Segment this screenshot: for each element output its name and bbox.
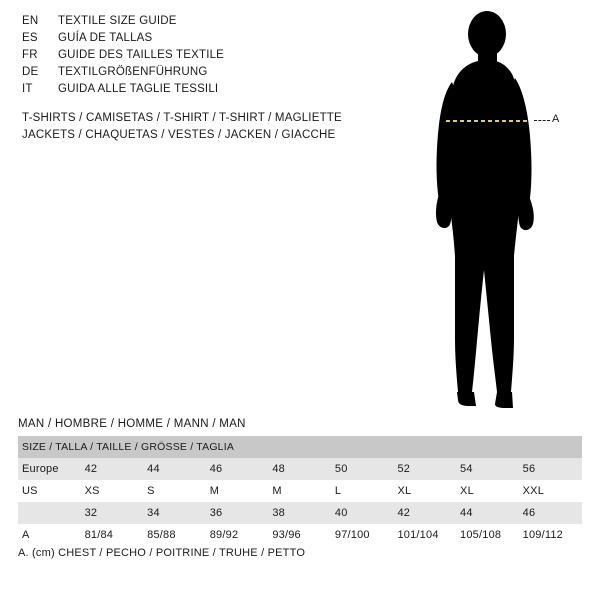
cell-value: 34 [143, 502, 206, 524]
cell-value: 97/100 [331, 524, 394, 546]
table-row [18, 502, 582, 524]
table-row [18, 480, 582, 502]
table-header-row [18, 436, 582, 458]
row-label: Europe [18, 458, 81, 480]
legend-code: FR [22, 49, 38, 61]
cell-value: 109/112 [519, 524, 582, 546]
language-legend [22, 15, 402, 100]
cell-value: 44 [456, 502, 519, 524]
cell-value: L [331, 480, 394, 502]
cell-value: 36 [206, 502, 269, 524]
cell-value: 40 [331, 502, 394, 524]
footnote: A. (cm) CHEST / PECHO / POITRINE / TRUHE / PETTO [18, 547, 306, 559]
cell-value: 101/104 [393, 524, 456, 546]
legend-row [22, 49, 402, 66]
cell-value: 85/88 [143, 524, 206, 546]
cell-value: 52 [393, 458, 456, 480]
cell-value: 44 [143, 458, 206, 480]
garment-line-tshirts: T-SHIRTS / CAMISETAS / T-SHIRT / T-SHIRT / MAGLIETTE [22, 112, 342, 124]
male-silhouette-icon [400, 8, 600, 408]
cell-value: 42 [81, 458, 144, 480]
row-label: A [18, 524, 81, 546]
measurement-dash-line [534, 120, 550, 121]
legend-code: DE [22, 66, 39, 78]
cell-value: 50 [331, 458, 394, 480]
cell-value: XXL [519, 480, 582, 502]
garment-types [22, 110, 342, 144]
cell-value: XL [456, 480, 519, 502]
garment-line-jackets: JACKETS / CHAQUETAS / VESTES / JACKEN / GIACCHE [22, 129, 336, 141]
cell-value: 46 [206, 458, 269, 480]
cell-value: 56 [519, 458, 582, 480]
cell-value: M [268, 480, 331, 502]
cell-value: 46 [519, 502, 582, 524]
cell-value: 93/96 [268, 524, 331, 546]
table-title: MAN / HOMBRE / HOMME / MANN / MAN [18, 418, 246, 430]
table-row [18, 458, 582, 480]
legend-text: TEXTILE SIZE GUIDE [58, 15, 177, 27]
cell-value: M [206, 480, 269, 502]
cell-value: XL [393, 480, 456, 502]
cell-value: 89/92 [206, 524, 269, 546]
row-label [18, 502, 81, 524]
table-header-label: SIZE / TALLA / TAILLE / GRÖSSE / TAGLIA [18, 436, 582, 458]
legend-code: ES [22, 32, 38, 44]
cell-value: 42 [393, 502, 456, 524]
legend-code: IT [22, 83, 33, 95]
legend-code: EN [22, 15, 39, 27]
measurement-marker-label: A [552, 113, 560, 125]
legend-text: TEXTILGRÖßENFÜHRUNG [58, 66, 208, 78]
cell-value: 105/108 [456, 524, 519, 546]
cell-value: 54 [456, 458, 519, 480]
male-figure-illustration [400, 8, 600, 408]
legend-text: GUIDA ALLE TAGLIE TESSILI [58, 83, 219, 95]
row-label: US [18, 480, 81, 502]
cell-value: 48 [268, 458, 331, 480]
cell-value: 38 [268, 502, 331, 524]
table-row [18, 524, 582, 546]
cell-value: 81/84 [81, 524, 144, 546]
cell-value: S [143, 480, 206, 502]
cell-value: XS [81, 480, 144, 502]
legend-text: GUÍA DE TALLAS [58, 32, 153, 44]
cell-value: 32 [81, 502, 144, 524]
size-table [18, 436, 582, 546]
legend-row [22, 15, 402, 32]
legend-row [22, 32, 402, 49]
legend-text: GUIDE DES TAILLES TEXTILE [58, 49, 225, 61]
legend-row [22, 83, 402, 100]
legend-row [22, 66, 402, 83]
size-table-section [18, 418, 582, 546]
